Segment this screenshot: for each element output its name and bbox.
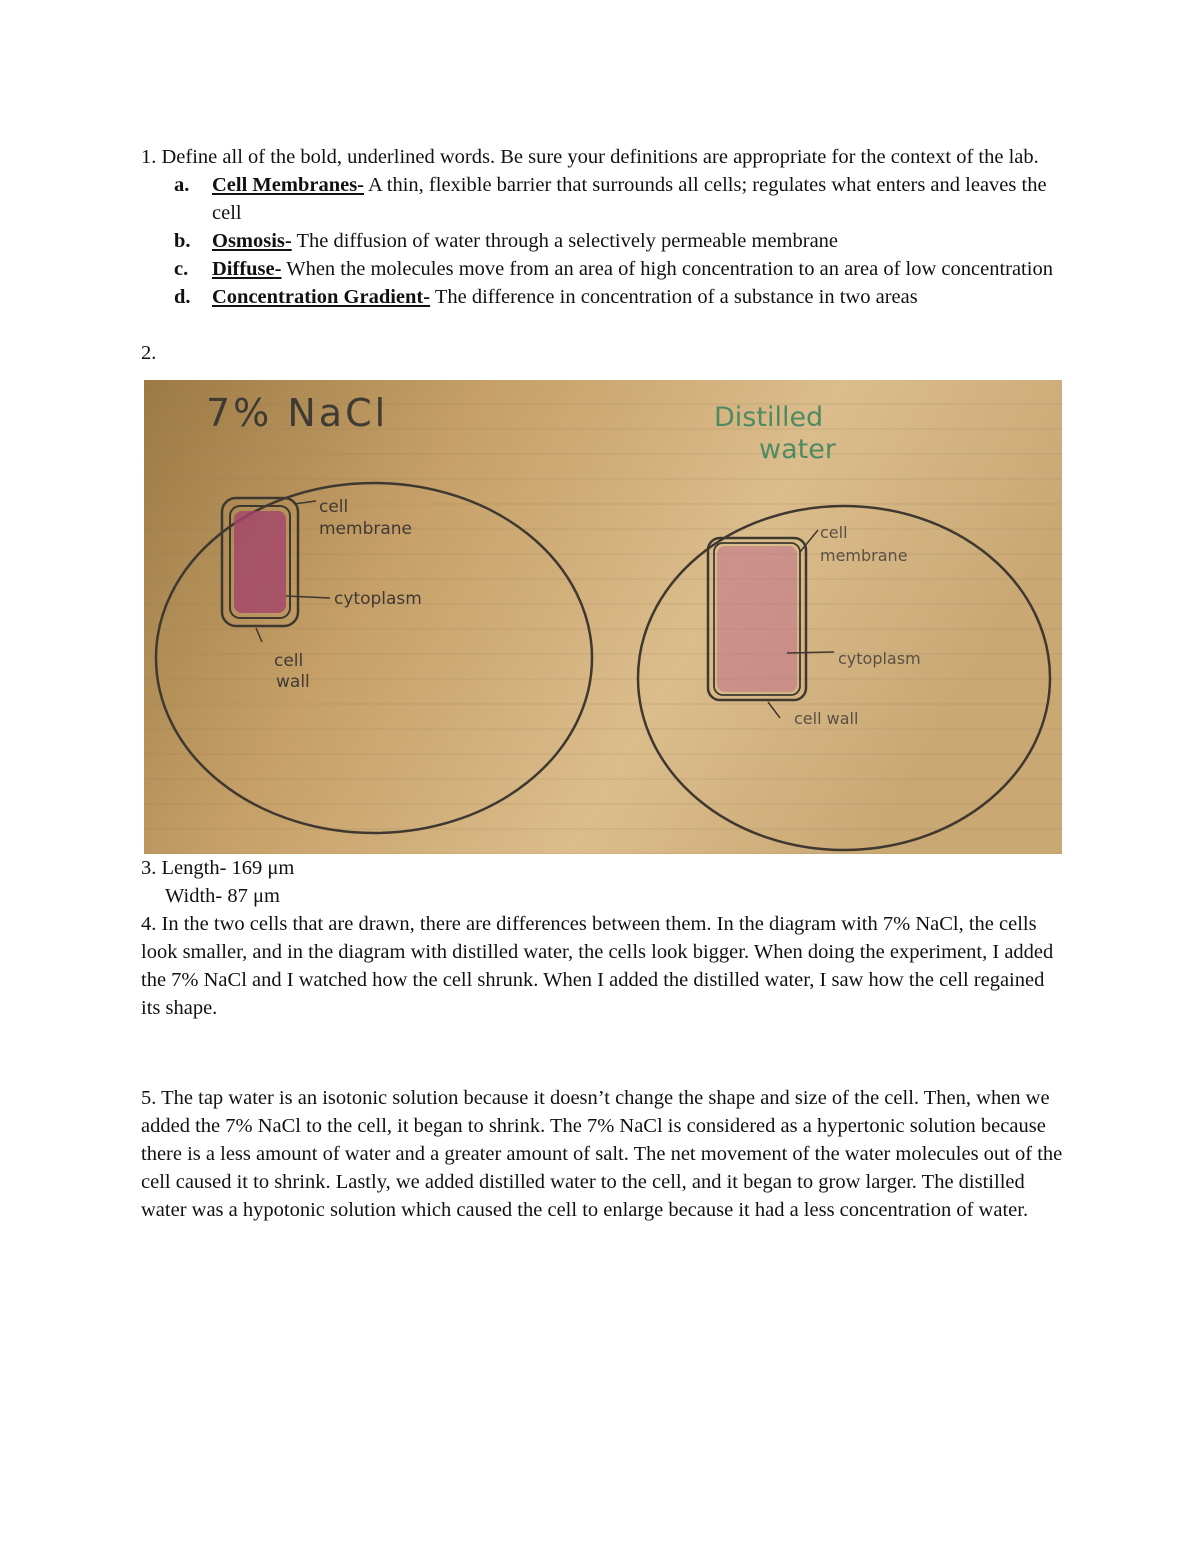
right-title: Distilled (714, 402, 824, 433)
question-3-length: 3. Length- 169 μm (141, 857, 295, 879)
term-diffuse: Diffuse- (212, 258, 282, 280)
left-membrane-label: membrane (319, 519, 413, 539)
left-membrane-label: cell (319, 497, 349, 517)
left-title: 7% NaCl (206, 391, 389, 435)
term-concentration-gradient: Concentration Gradient- (212, 286, 431, 308)
definition-text: A thin, flexible barrier that surrounds all cells; regulates what enters and leaves the cell (212, 174, 1047, 224)
item-letter: d. (174, 286, 191, 308)
right-membrane-label: membrane (820, 546, 908, 565)
right-cytoplasm-label: cytoplasm (838, 649, 921, 668)
definition-item (141, 171, 1066, 227)
definition-list (141, 171, 1066, 311)
definition-item (141, 255, 1066, 283)
item-letter: c. (174, 258, 189, 280)
item-letter: a. (174, 174, 190, 196)
cytoplasm-pointer (787, 652, 834, 653)
left-wall-label: cell (274, 651, 304, 671)
question-3-width: Width- 87 μm (165, 885, 280, 907)
term-osmosis: Osmosis- (212, 230, 292, 252)
right-cytoplasm (717, 546, 797, 692)
definition-text: When the molecules move from an area of high concentration to an area of low concentration (281, 258, 1053, 280)
item-letter: b. (174, 230, 191, 252)
cell-drawing-photo (144, 380, 1062, 854)
right-membrane-label: cell (820, 523, 848, 542)
question-1-intro: 1. Define all of the bold, underlined words. Be sure your definitions are appropriate for the context of the lab. (141, 146, 1039, 168)
question-4-answer: 4. In the two cells that are drawn, there are differences between them. In the diagram with 7% NaCl, the cells look smaller, and in the diagram with distilled water, the cells look bigger. When doing the experiment, I added the 7% NaCl and I watched how the cell shrunk. When I added the distilled water, I saw how the cell regained its shape. (141, 913, 1054, 1019)
left-cytoplasm-label: cytoplasm (334, 589, 422, 609)
definition-item (141, 283, 1066, 311)
right-wall-label: cell wall (794, 709, 859, 728)
term-cell-membranes: Cell Membranes- (212, 174, 364, 196)
definition-text: The diffusion of water through a selectively permeable membrane (291, 230, 839, 252)
left-cytoplasm (234, 511, 286, 613)
question-5-answer: 5. The tap water is an isotonic solution because it doesn’t change the shape and size of the cell. Then, when we added the 7% NaCl to the cell, it began to shrink. The 7% NaCl is considered as a hypertonic solution because there is a less amount of water and a greater amount of salt. The net movement of the water molecules out of the cell caused it to shrink. Lastly, we added distilled water to the cell, and it began to grow larger. The distilled water was a hypotonic solution which caused the cell to enlarge because it had a less concentration of water. (141, 1087, 1063, 1221)
left-wall-label: wall (276, 672, 310, 692)
right-title: water (759, 434, 836, 465)
definition-text: The difference in concentration of a substance in two areas (430, 286, 918, 308)
definition-item (141, 227, 1066, 255)
question-2-label: 2. (141, 342, 157, 364)
document-page (141, 143, 1066, 1224)
